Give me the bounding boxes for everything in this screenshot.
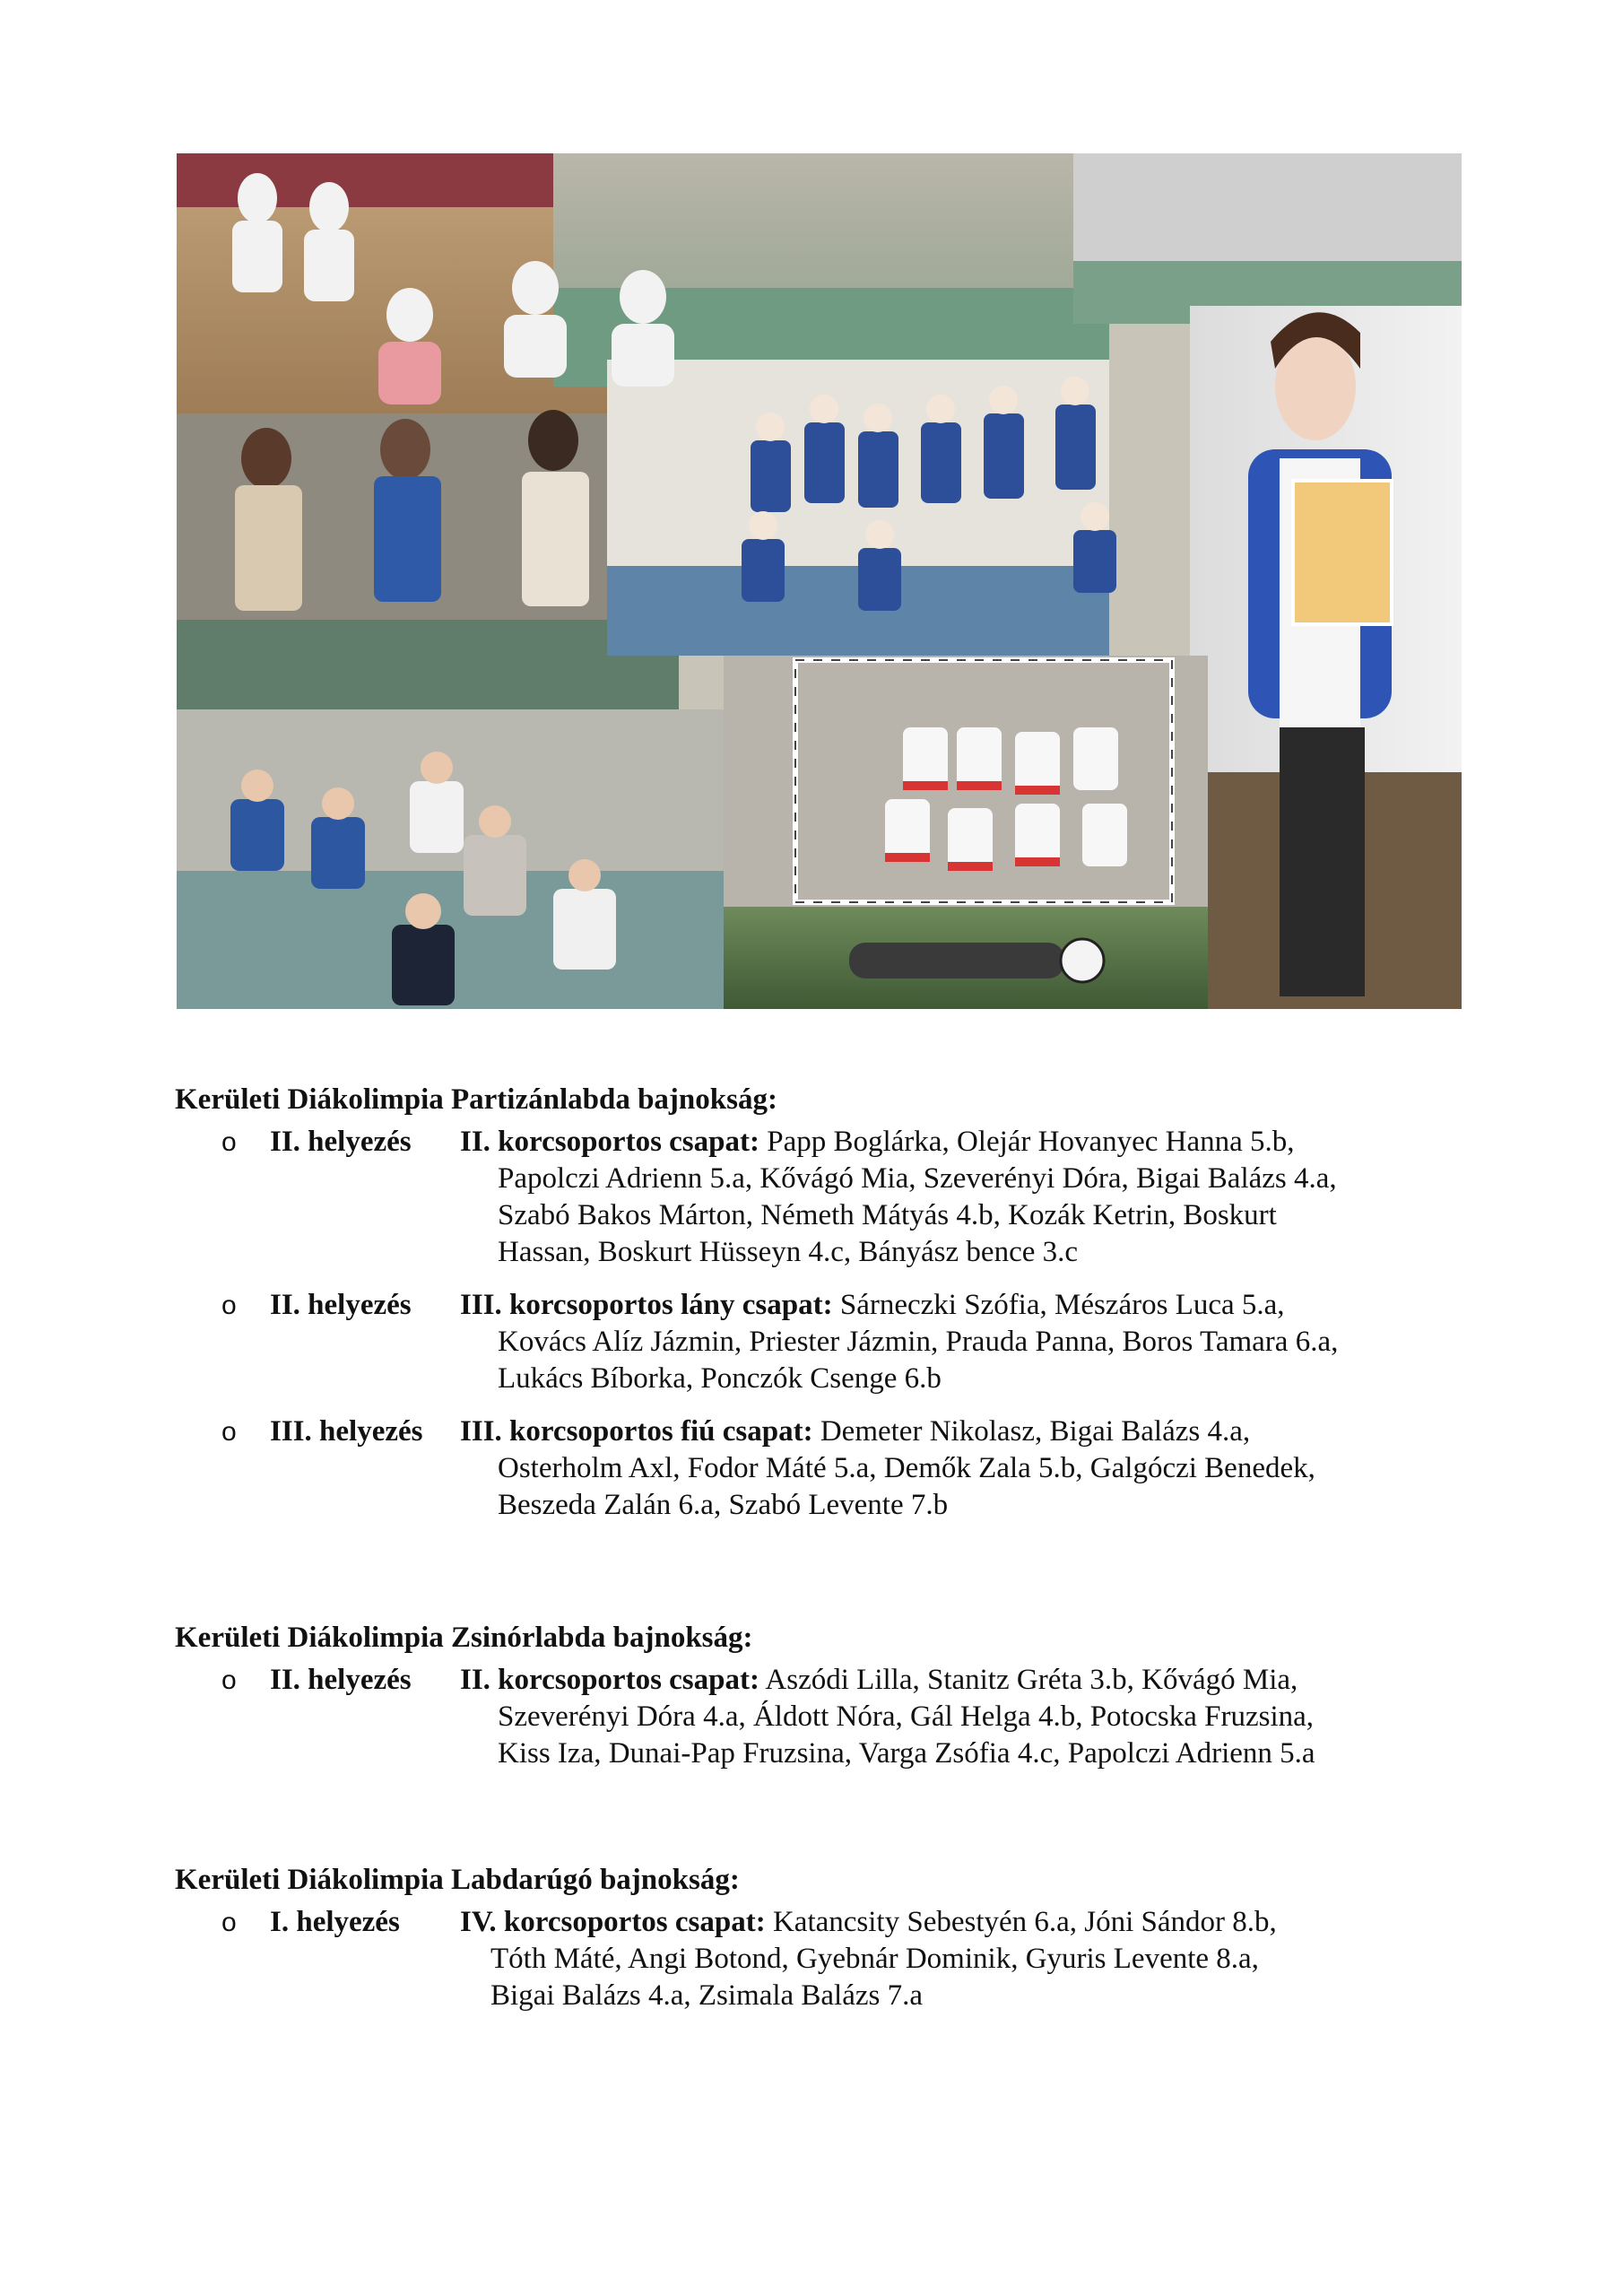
team-members-line: Hassan, Boskurt Hüsseyn 4.c, Bányász bence 3.c xyxy=(498,1236,1079,1268)
team-members-line: Kiss Iza, Dunai-Pap Fruzsina, Varga Zsófia 4.c, Papolczi Adrienn 5.a xyxy=(498,1737,1315,1770)
team-members-line: Sárneczki Szófia, Mészáros Luca 5.a, xyxy=(839,1289,1285,1321)
team-label: II. korcsoportos csapat: xyxy=(460,1126,759,1158)
team-members-line: Szabó Bakos Márton, Németh Mátyás 4.b, Kozák Ketrin, Boskurt xyxy=(498,1199,1277,1231)
team-label: III. korcsoportos lány csapat: xyxy=(460,1289,833,1321)
result-entry xyxy=(175,1662,1475,1772)
result-entry xyxy=(175,1124,1475,1271)
placement-label: II. helyezés xyxy=(270,1126,412,1158)
bullet-marker: o xyxy=(221,1127,237,1157)
team-members-line: Bigai Balázs 4.a, Zsimala Balázs 7.a xyxy=(490,1979,924,2012)
section-partizanlabda xyxy=(175,1081,1475,1524)
team-label: III. korcsoportos fiú csapat: xyxy=(460,1415,813,1448)
team-members-line: Katancsity Sebestyén 6.a, Jóni Sándor 8.b, xyxy=(772,1906,1277,1938)
team-members-line: Szeverényi Dóra 4.a, Áldott Nóra, Gál Helga 4.b, Potocska Fruzsina, xyxy=(498,1700,1315,1733)
team-members-line: Tóth Máté, Angi Botond, Gyebnár Dominik, Gyuris Levente 8.a, xyxy=(490,1943,1259,1975)
section-heading: Kerületi Diákolimpia Partizánlabda bajnokság: xyxy=(175,1083,777,1116)
team-members-line: Aszódi Lilla, Stanitz Gréta 3.b, Kővágó Mia, xyxy=(765,1664,1298,1696)
team-label: II. korcsoportos csapat: xyxy=(460,1664,759,1696)
section-zsinorlabda xyxy=(175,1619,1475,1772)
team-members-line: Lukács Bíborka, Ponczók Csenge 6.b xyxy=(498,1362,942,1395)
photo-collage xyxy=(177,153,1462,1009)
bullet-marker: o xyxy=(221,1291,237,1320)
result-entry xyxy=(175,1904,1475,2014)
team-members-line: Osterholm Axl, Fodor Máté 5.a, Demők Zala 5.b, Galgóczi Benedek, xyxy=(498,1452,1315,1484)
bullet-marker: o xyxy=(221,1665,237,1695)
team-members-line: Kovács Alíz Jázmin, Priester Jázmin, Prauda Panna, Boros Tamara 6.a, xyxy=(498,1326,1339,1358)
placement-label: III. helyezés xyxy=(270,1415,423,1448)
photo-collage-image xyxy=(177,153,1462,1009)
result-entry xyxy=(175,1287,1475,1397)
team-members-line: Papolczi Adrienn 5.a, Kővágó Mia, Szeverényi Dóra, Bigai Balázs 4.a, xyxy=(498,1162,1337,1195)
placement-label: II. helyezés xyxy=(270,1289,412,1321)
bullet-marker: o xyxy=(221,1417,237,1447)
placement-label: II. helyezés xyxy=(270,1664,412,1696)
team-label: IV. korcsoportos csapat: xyxy=(460,1906,766,1938)
section-heading: Kerületi Diákolimpia Labdarúgó bajnokság: xyxy=(175,1864,740,1896)
section-heading: Kerületi Diákolimpia Zsinórlabda bajnokság: xyxy=(175,1622,753,1654)
bullet-marker: o xyxy=(221,1908,237,1937)
team-members-line: Papp Boglárka, Olejár Hovanyec Hanna 5.b, xyxy=(767,1126,1295,1158)
result-entry xyxy=(175,1413,1475,1524)
placement-label: I. helyezés xyxy=(270,1906,400,1938)
team-members-line: Demeter Nikolasz, Bigai Balázs 4.a, xyxy=(820,1415,1251,1448)
team-members-line: Beszeda Zalán 6.a, Szabó Levente 7.b xyxy=(498,1489,949,1521)
section-labdarugo xyxy=(175,1861,1475,2014)
